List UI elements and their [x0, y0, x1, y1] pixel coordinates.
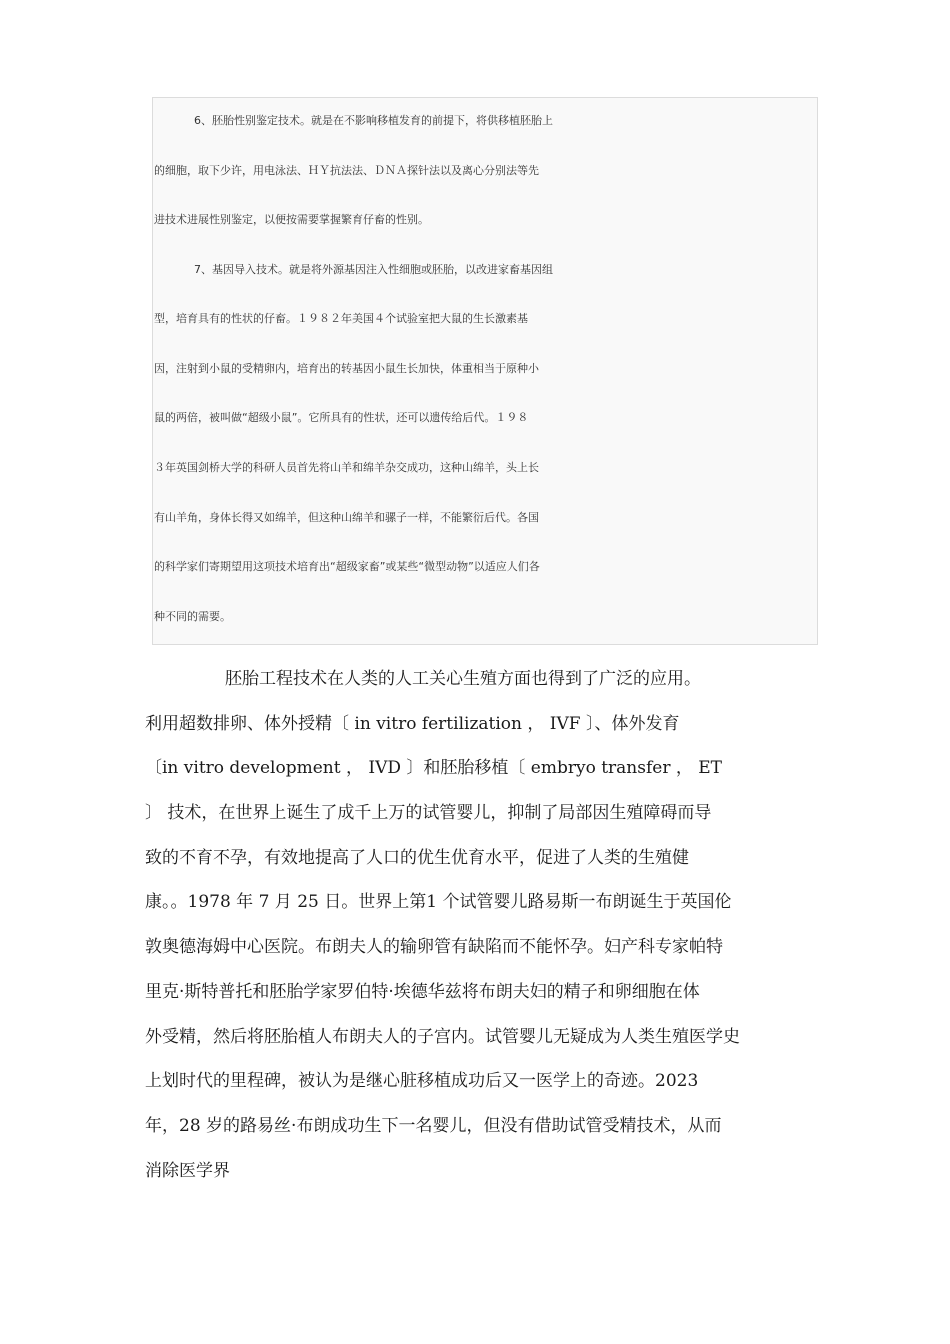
quote-line-3: 进技术进展性别鉴定，以便按需要掌握繁育仔畜的性别。: [154, 213, 429, 226]
quote-line-11: 种不同的需要。: [154, 610, 231, 623]
quote-line-4: 7、基因导入技术。就是将外源基因注入性细胞或胚胎，以改进家畜基因组: [194, 263, 553, 276]
body-line-2: 利用超数排卵、体外授精〔 in vitro fertilization ， IVF 〕、体外发育: [145, 713, 680, 734]
quote-line-6: 因，注射到小鼠的受精卵内，培育出的转基因小鼠生长加快，体重相当于原种小: [154, 362, 539, 375]
quote-line-10: 的科学家们寄期望用这项技术培育出“超级家畜”或某些“微型动物”以适应人们各: [154, 560, 540, 573]
body-line-7: 敦奥德海姆中心医院。布朗夫人的输卵管有缺陷而不能怀孕。妇产科专家帕特: [145, 937, 723, 958]
quote-line-8: ３年英国剑桥大学的科研人员首先将山羊和绵羊杂交成功，这种山绵羊，头上长: [154, 461, 539, 474]
body-line-4: 〕 技术，在世界上诞生了成千上万的试管婴儿，抑制了局部因生殖障碍而导: [145, 803, 712, 824]
body-paragraph: [145, 661, 805, 1197]
body-line-3: 〔in vitro development ， IVD 〕和胚胎移植〔 embryo transfer ， ET: [145, 758, 723, 779]
quote-line-5: 型，培育具有的性状的仔畜。１９８２年美国４个试验室把大鼠的生长激素基: [154, 312, 528, 325]
quoted-passage-box: [152, 97, 818, 645]
body-line-8: 里克·斯特普托和胚胎学家罗伯特·埃德华兹将布朗夫妇的精子和卵细胞在体: [145, 981, 700, 1002]
body-line-5: 致的不育不孕，有效地提高了人口的优生优育水平，促进了人类的生殖健: [145, 847, 689, 868]
body-line-1: 胚胎工程技术在人类的人工关心生殖方面也得到了广泛的应用。: [225, 669, 701, 689]
quote-line-2: 的细胞，取下少许，用电泳法、ＨＹ抗法法、ＤＮＡ探针法以及离心分别法等先: [154, 164, 539, 177]
body-line-11: 年，28 岁的路易丝·布朗成功生下一名婴儿，但没有借助试管受精技术，从而: [145, 1115, 722, 1136]
quote-line-9: 有山羊角，身体长得又如绵羊，但这种山绵羊和骡子一样，不能繁衍后代。各国: [154, 511, 539, 524]
body-line-9: 外受精，然后将胚胎植人布朗夫人的子宫内。试管婴儿无疑成为人类生殖医学史: [145, 1026, 740, 1047]
body-line-10: 上划时代的里程碑，被认为是继心脏移植成功后又一医学上的奇迹。2023: [145, 1071, 699, 1092]
quote-line-1: 6、胚胎性别鉴定技术。就是在不影响移植发育的前提下，将供移植胚胎上: [194, 114, 553, 127]
body-line-6: 康。。1978 年 7 月 25 日。世界上第1 个试管婴儿路易斯一布朗诞生于英国伦: [145, 892, 732, 913]
quote-line-7: 鼠的两倍，被叫做“超级小鼠”。它所具有的性状，还可以遗传给后代。１９８: [154, 411, 529, 424]
body-line-12: 消除医学界: [145, 1160, 230, 1181]
